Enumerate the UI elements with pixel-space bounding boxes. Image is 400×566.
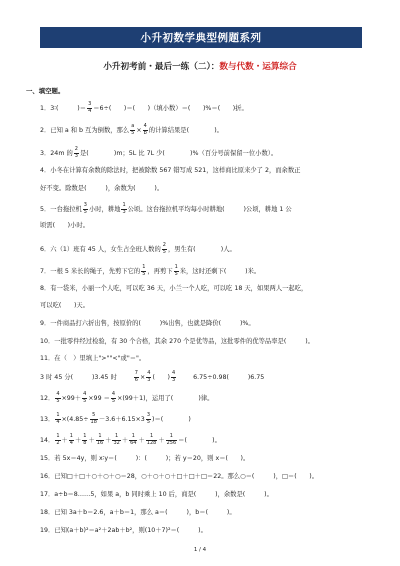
q7-text-c: 米，这时还剩下( )米。 bbox=[179, 268, 261, 275]
q6-text-b: ，男生有( )人。 bbox=[167, 246, 236, 253]
question-8-line-2: 可以吃( )天。 bbox=[40, 302, 89, 309]
q11-item-a: 3 时 45 分( )3.45 时 bbox=[40, 374, 117, 381]
q11-item-c: 6.75÷0.98( )6.75 bbox=[193, 374, 265, 381]
fraction: $\frac{1}{256}$ bbox=[166, 433, 177, 446]
q12-text-d: ×(99＋1)，运用了( )律。 bbox=[117, 395, 214, 402]
page-number: 1 / 4 bbox=[193, 547, 207, 553]
q14-label: 14． bbox=[40, 437, 55, 444]
fraction: $\frac{3}{5}$ bbox=[146, 412, 151, 425]
question-1 bbox=[40, 102, 248, 114]
plus-sign: ＋ bbox=[138, 437, 145, 444]
question-7 bbox=[40, 265, 260, 277]
fraction: $\frac{1}{16}$ bbox=[96, 433, 104, 446]
fraction: $\frac{4}{5}$ bbox=[83, 391, 87, 404]
q11-item-b: $\frac{7}{6}$ × $\frac{4}{3}$ ( ) $\frac{4}{3}$ bbox=[134, 370, 176, 383]
section-heading: 一、填空题。 bbox=[26, 87, 65, 95]
q14-fraction-sum bbox=[54, 433, 178, 446]
q5-text-c: 公顷。这台拖拉机平均每小时耕地( )公顷，耕地 1 公 bbox=[127, 206, 292, 213]
q1-text-b: ＝6÷( )＝( )（填小数）＝( )%＝( )折。 bbox=[93, 105, 248, 112]
question-11: 11．在（ ）里填上">""<"或"＝"。 bbox=[40, 355, 146, 362]
fraction: $\frac{1}{5}$ bbox=[174, 264, 178, 277]
q13-text-b: ×(4.85÷ bbox=[61, 416, 89, 423]
question-2 bbox=[40, 124, 223, 136]
fraction: $\frac{3}{4}$ bbox=[88, 101, 92, 114]
fraction: $\frac{1}{128}$ bbox=[146, 433, 157, 446]
q2-text-c: 的计算结果是( )。 bbox=[148, 127, 223, 134]
question-6 bbox=[40, 243, 236, 255]
question-10: 10．一批零件经过检验，有 30 个合格，其余 270 个是优等品，这批零件的优等品率是( )。 bbox=[40, 338, 314, 345]
question-16: 16．已知□＋□＋○＋○＋○＝28，○＋○＋○＋□＋□＋□＝22。那么○＝( )，□＝( )。 bbox=[40, 473, 319, 480]
fraction: $\frac{1}{64}$ bbox=[130, 433, 137, 446]
title-topic: 数与代数・运算综合 bbox=[219, 62, 297, 72]
fraction: $\frac{4}{b}$ bbox=[143, 123, 147, 136]
fraction: $\frac{4}{5}$ bbox=[111, 391, 116, 404]
q2-text-b: × bbox=[136, 127, 142, 134]
question-4-line-2: 好不变。除数是( )，余数为( )。 bbox=[40, 185, 164, 192]
fraction: $\frac{4}{3}$ bbox=[147, 370, 151, 383]
question-15: 15．若 5x＝4y，则 x∶y＝( )：( )；若 y＝20，则 x＝( )。 bbox=[40, 455, 250, 462]
q12-text-b: ×99＋ bbox=[61, 395, 82, 402]
banner-text: 小升初数学典型例题系列 bbox=[140, 32, 262, 44]
q5-text-a: 5．一台拖拉机 bbox=[40, 206, 82, 213]
plus-sign: ＋ bbox=[158, 437, 165, 444]
q12-text-a: 12． bbox=[40, 395, 55, 402]
title-main: 小升初考前・最后一练（二）： bbox=[103, 62, 220, 72]
fraction: $\frac{2}{3}$ bbox=[74, 146, 78, 159]
question-14 bbox=[40, 434, 221, 446]
fraction: $\frac{5}{18}$ bbox=[90, 412, 97, 425]
fraction: $\frac{a}{5}$ bbox=[131, 123, 135, 136]
q13-text-c: －3.6＋6.15×3 bbox=[98, 416, 145, 423]
fraction: $\frac{2}{5}$ bbox=[162, 242, 166, 255]
fraction: $\frac{7}{6}$ bbox=[134, 370, 138, 383]
question-8-line-1: 8．有一袋米，小丽一个人吃，可以吃 36 天，小兰一个人吃，可以吃 18 天，如果两人一起吃， bbox=[40, 285, 308, 292]
page-title bbox=[0, 60, 400, 72]
plus-sign: ＋ bbox=[61, 437, 68, 444]
q13-text-a: 13． bbox=[40, 416, 55, 423]
fraction: $\frac{1}{2}$ bbox=[56, 433, 60, 446]
fraction: $\frac{1}{4}$ bbox=[56, 412, 60, 425]
question-5 bbox=[40, 203, 292, 215]
plus-sign: ＋ bbox=[88, 437, 95, 444]
q1-text-a: 1．3∶( )＝ bbox=[40, 105, 87, 112]
fraction: $\frac{4}{5}$ bbox=[56, 391, 60, 404]
question-4-line-1: 4．小冬在计算有余数的除法时，把被除数 567 错写成 521，这样商比原来少了 2，而余数正 bbox=[40, 167, 301, 174]
question-3 bbox=[40, 147, 277, 159]
question-9: 9．一件商品打六折出售，按原价的( )%出售，也就是降价( )%。 bbox=[40, 320, 255, 327]
question-17: 17．a÷b＝8……5，如果 a，b 同时乘上 10 后，商是( )，余数是( )。 bbox=[40, 491, 273, 498]
q5-text-b: 小时，耕地 bbox=[88, 206, 121, 213]
q14-end: ＝( )。 bbox=[178, 437, 221, 444]
plus-sign: ＋ bbox=[74, 437, 82, 444]
q7-text-b: ，再剪下 bbox=[147, 268, 173, 275]
fraction: $\frac{4}{3}$ bbox=[171, 370, 176, 383]
question-19: 19．已知(a＋b)²＝a²＋2ab＋b²，则(10＋7)²＝( )。 bbox=[40, 527, 207, 534]
question-18: 18．已知 3a＋b＝2.6，a＋b＝1，那么 a＝( )，b＝( )。 bbox=[40, 509, 236, 516]
fraction: $\frac{1}{8}$ bbox=[83, 433, 87, 446]
q3-text-b: 是( )m；5L 比 7L 少( )%（百分号前保留一位小数）。 bbox=[79, 150, 278, 157]
fraction: $\frac{1}{4}$ bbox=[69, 433, 73, 446]
plus-sign: ＋ bbox=[105, 437, 112, 444]
q3-text-a: 3．24m 的 bbox=[40, 150, 73, 157]
q2-text-a: 2．已知 a 和 b 互为倒数，那么 bbox=[40, 127, 130, 134]
q7-text-a: 7．一根 5 米长的绳子，先剪下它的 bbox=[40, 268, 141, 275]
fraction: $\frac{1}{5}$ bbox=[142, 264, 146, 277]
fraction: $\frac{1}{3}$ bbox=[122, 202, 126, 215]
series-banner bbox=[40, 27, 362, 48]
q13-text-d: )＝( ) bbox=[152, 416, 191, 423]
question-5-line-2: 顷需( )小时。 bbox=[40, 222, 89, 229]
fraction: $\frac{1}{32}$ bbox=[113, 433, 120, 446]
fraction: $\frac{3}{5}$ bbox=[83, 202, 87, 215]
q12-text-c: ×99 ＝ bbox=[88, 395, 110, 402]
plus-sign: ＋ bbox=[121, 437, 129, 444]
q6-text-a: 6．六（1）班有 45 人，女生占全班人数的 bbox=[40, 246, 161, 253]
question-11-items bbox=[40, 371, 264, 383]
question-12 bbox=[40, 392, 213, 404]
question-13 bbox=[40, 413, 191, 425]
